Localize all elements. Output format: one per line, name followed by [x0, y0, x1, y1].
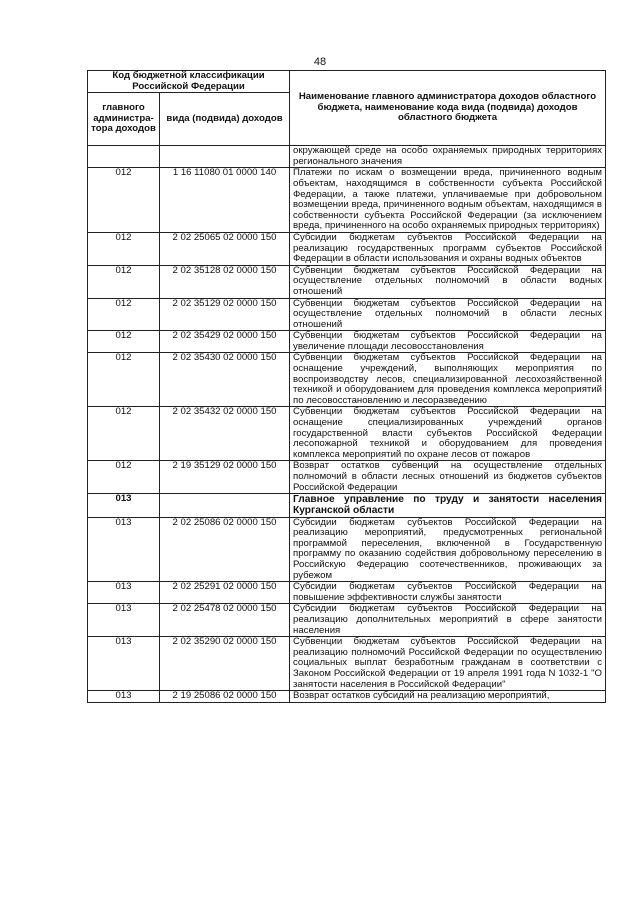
- table-row: [88, 298, 606, 331]
- admin-code-cell: 013: [88, 691, 160, 703]
- admin-code-cell: 012: [88, 407, 160, 461]
- income-code-cell: 2 02 35430 02 0000 150: [160, 353, 290, 407]
- income-code-cell: 2 19 35129 02 0000 150: [160, 461, 290, 494]
- income-name-cell: Субвенции бюджетам субъектов Российской Федерации на увеличение площади лесовосстановления: [290, 331, 606, 353]
- admin-code-cell: [88, 146, 160, 168]
- table-row: [88, 353, 606, 407]
- table-body: [88, 146, 606, 703]
- table-header: [88, 71, 606, 146]
- income-code-cell: 2 02 25065 02 0000 150: [160, 232, 290, 265]
- income-code-cell: 2 02 25086 02 0000 150: [160, 517, 290, 582]
- admin-code-cell: 013: [88, 637, 160, 691]
- income-code-cell: 2 02 35128 02 0000 150: [160, 265, 290, 298]
- table-row: [88, 604, 606, 637]
- income-name-cell: Главное управление по труду и занятости населения Курганской области: [290, 494, 606, 517]
- income-name-cell: окружающей среде на особо охраняемых природных территориях регионального значения: [290, 146, 606, 168]
- income-name-cell: Субвенции бюджетам субъектов Российской Федерации на реализацию полномочий Российской Федерации по осуществлению социальных выплат безработным гражданам в соответствии с Законом Российской Федерации от 19 апреля 1991 года N 1032-1 "О занятости населения в Российской Федерации": [290, 637, 606, 691]
- section-row: [88, 494, 606, 517]
- table-row: [88, 407, 606, 461]
- income-code-cell: [160, 146, 290, 168]
- bcc-group-header: Код бюджетной классификации Российской Федерации: [88, 71, 290, 93]
- income-code-cell: 2 02 25478 02 0000 150: [160, 604, 290, 637]
- income-code-cell: 2 02 35129 02 0000 150: [160, 298, 290, 331]
- table-row: [88, 146, 606, 168]
- income-name-cell: Субвенции бюджетам субъектов Российской Федерации на осуществление отдельных полномочий в области лесных отношений: [290, 298, 606, 331]
- income-code-cell: [160, 494, 290, 517]
- admin-code-cell: 013: [88, 517, 160, 582]
- admin-code-cell: 013: [88, 494, 160, 517]
- name-column-header: Наименование главного администратора доходов областного бюджета, наименование кода вида (подвида) доходов областного бюджета: [290, 71, 606, 146]
- table-row: [88, 582, 606, 604]
- income-code-cell: 2 02 25291 02 0000 150: [160, 582, 290, 604]
- income-code-cell: 2 02 35429 02 0000 150: [160, 331, 290, 353]
- income-name-cell: Субсидии бюджетам субъектов Российской Федерации на реализацию дополнительных мероприятий в сфере занятости населения: [290, 604, 606, 637]
- page-number: 48: [313, 56, 327, 68]
- admin-code-cell: 012: [88, 331, 160, 353]
- admin-code-cell: 012: [88, 461, 160, 494]
- income-name-cell: Возврат остатков субсидий на реализацию мероприятий,: [290, 691, 606, 703]
- budget-classification-table: [87, 70, 606, 703]
- income-name-cell: Возврат остатков субвенций на осуществление отдельных полномочий в области лесных отношений из бюджетов субъектов Российской Федерации: [290, 461, 606, 494]
- admin-code-cell: 013: [88, 604, 160, 637]
- admin-column-header: главного администра-тора доходов: [88, 93, 160, 146]
- income-name-cell: Субсидии бюджетам субъектов Российской Федерации на реализацию мероприятий, предусмотренных региональной программой переселения, включенной в Государственную программу по оказанию содействия добровольному переселению в Российскую Федерацию соотечественников, проживающих за рубежом: [290, 517, 606, 582]
- income-name-cell: Субсидии бюджетам субъектов Российской Федерации на повышение эффективности службы занятости: [290, 582, 606, 604]
- code-column-header: вида (подвида) доходов: [160, 93, 290, 146]
- income-name-cell: Субсидии бюджетам субъектов Российской Федерации на реализацию государственных программ субъектов Российской Федерации в области использования и охраны водных объектов: [290, 232, 606, 265]
- table-row: [88, 265, 606, 298]
- income-name-cell: Субвенции бюджетам субъектов Российской Федерации на оснащение специализированных учреждений органов государственной власти субъектов Российской Федерации лесопожарной техникой и оборудованием для проведения комплекса мероприятий по охране лесов от пожаров: [290, 407, 606, 461]
- income-code-cell: 2 02 35432 02 0000 150: [160, 407, 290, 461]
- table-row: [88, 461, 606, 494]
- table-row: [88, 637, 606, 691]
- income-name-cell: Субвенции бюджетам субъектов Российской Федерации на оснащение учреждений, выполняющих мероприятия по воспроизводству лесов, специализированной лесохозяйственной техникой и оборудованием для проведения комплекса мероприятий по лесовосстановлению и лесоразведению: [290, 353, 606, 407]
- admin-code-cell: 012: [88, 298, 160, 331]
- table-row: [88, 331, 606, 353]
- table-row: [88, 691, 606, 703]
- admin-code-cell: 012: [88, 265, 160, 298]
- table-row: [88, 232, 606, 265]
- admin-code-cell: 012: [88, 168, 160, 233]
- admin-code-cell: 013: [88, 582, 160, 604]
- income-code-cell: 2 19 25086 02 0000 150: [160, 691, 290, 703]
- income-name-cell: Субвенции бюджетам субъектов Российской Федерации на осуществление отдельных полномочий в области водных отношений: [290, 265, 606, 298]
- admin-code-cell: 012: [88, 353, 160, 407]
- income-code-cell: 1 16 11080 01 0000 140: [160, 168, 290, 233]
- table-row: [88, 517, 606, 582]
- table-row: [88, 168, 606, 233]
- income-code-cell: 2 02 35290 02 0000 150: [160, 637, 290, 691]
- income-name-cell: Платежи по искам о возмещении вреда, причиненного водным объектам, находящимся в собственности субъекта Российской Федерации, а также платежи, уплачиваемые при добровольном возмещении вреда, причиненного водным объектам, находящимся в собственности субъекта Российской Федерации (за исключением вреда, причиненного на особо охраняемых природных территориях): [290, 168, 606, 233]
- admin-code-cell: 012: [88, 232, 160, 265]
